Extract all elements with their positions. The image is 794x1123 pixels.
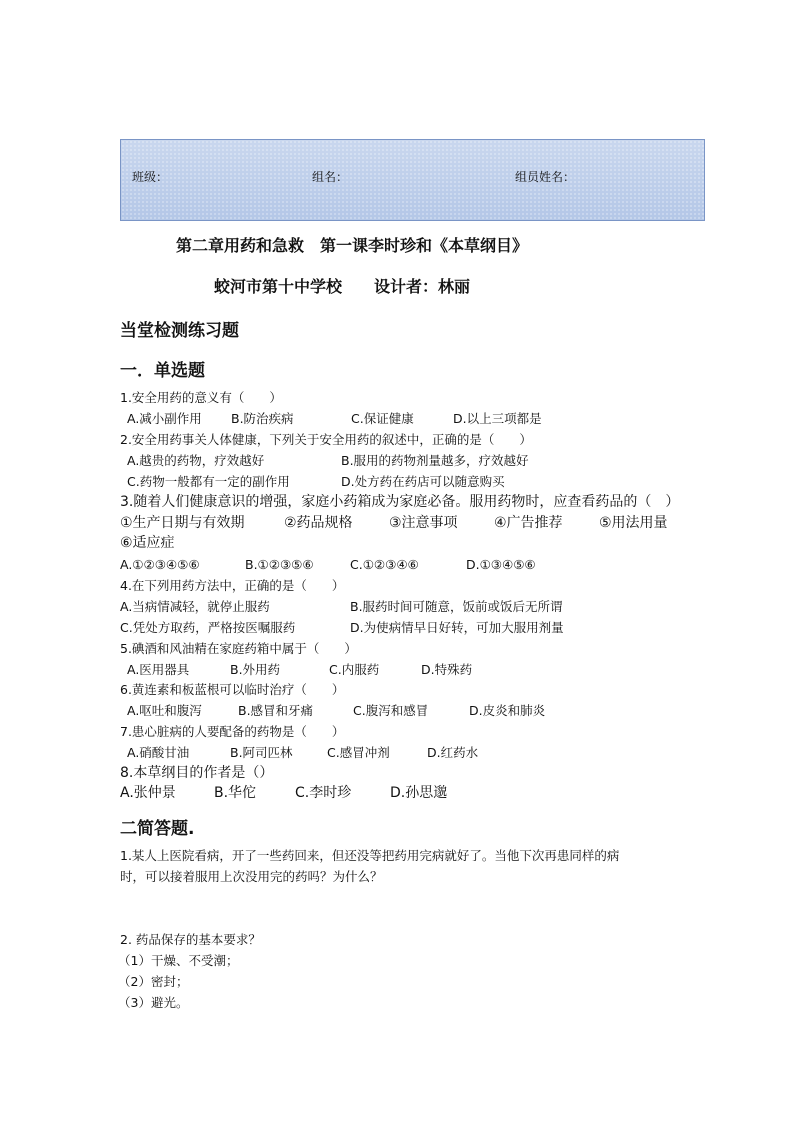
question-2-stem: 2.安全用药事关人体健康，下列关于安全用药的叙述中，正确的是（ ） [120,432,532,447]
q8-option-c: C.李时珍 [295,785,352,801]
q5-option-d: D.特殊药 [421,662,473,677]
question-3-stem: 3.随着人们健康意识的增强，家庭小药箱成为家庭必备。服用药物时，应查看药品的（ ） [120,494,680,510]
short-answer-2-item-1: （1）干燥、不受潮； [118,953,239,968]
q2-option-b: B.服用的药物剂量越多，疗效越好 [341,453,529,468]
q1-option-b: B.防治疾病 [231,411,294,426]
q6-option-a: A.呕吐和腹泻 [127,703,202,718]
q3-option-d: D.①③④⑤⑥ [466,557,536,572]
question-7-stem: 7.患心脏病的人要配备的药物是（ ） [120,724,345,739]
short-answer-2-item-3: （3）避光。 [118,995,189,1010]
question-5-stem: 5.碘酒和风油精在家庭药箱中属于（ ） [120,641,357,656]
student-info-box [120,139,705,221]
class-label: 班级： [132,170,169,184]
q4-option-c: C.凭处方取药，严格按医嘱服药 [120,620,296,635]
q4-option-d: D.为使病情早日好转，可加大服用剂量 [350,620,564,635]
q1-option-d: D.以上三项都是 [453,411,542,426]
q5-option-c: C.内服药 [329,662,380,677]
q4-option-a: A.当病情减轻，就停止服药 [120,599,270,614]
short-answer-2-stem: 2. 药品保存的基本要求？ [120,932,261,947]
question-6-stem: 6.黄连素和板蓝根可以临时治疗（ ） [120,682,345,697]
short-answer-2-item-2: （2）密封； [118,974,189,989]
lesson-title: 第二章用药和急救 第一课李时珍和《本草纲目》 [176,236,529,255]
group-label: 组名： [312,170,349,184]
question-3-item-6: ⑥适应症 [120,535,175,551]
q4-option-b: B.服药时间可随意，饭前或饭后无所谓 [350,599,563,614]
q3-item-3: ③注意事项 [389,515,458,531]
q7-option-a: A.硝酸甘油 [127,745,190,760]
q3-option-a: A.①②③④⑤⑥ [120,557,200,572]
members-label: 组员姓名： [515,170,576,184]
q5-option-b: B.外用药 [230,662,281,677]
section-2-heading: 二简答题. [120,819,195,839]
q8-option-a: A.张仲景 [120,785,176,801]
question-8-stem: 8.本草纲目的作者是（） [120,765,274,781]
lesson-subtitle: 蛟河市第十中学校 设计者：林丽 [214,277,471,296]
q7-option-d: D.红药水 [427,745,479,760]
q7-option-b: B.阿司匹林 [230,745,293,760]
q3-option-c: C.①②③④⑥ [350,557,419,572]
short-answer-1-line-1: 1.某人上医院看病，开了一些药回来，但还没等把药用完病就好了。当他下次再患同样的病 [120,848,620,863]
q6-option-c: C.腹泻和感冒 [353,703,429,718]
q7-option-c: C.感冒冲剂 [327,745,390,760]
q6-option-b: B.感冒和牙痛 [238,703,314,718]
q3-option-b: B.①②③⑤⑥ [245,557,314,572]
q1-option-c: C.保证健康 [351,411,414,426]
q3-item-5: ⑤用法用量 [599,515,668,531]
q6-option-d: D.皮炎和肺炎 [469,703,546,718]
q1-option-a: A.减小副作用 [127,411,202,426]
section-1-heading: 一．单选题 [120,361,205,381]
q8-option-d: D.孙思邈 [390,785,448,801]
question-1-stem: 1.安全用药的意义有（ ） [120,390,282,405]
q5-option-a: A.医用器具 [127,662,190,677]
q2-option-c: C.药物一般都有一定的副作用 [127,474,290,489]
exercise-title: 当堂检测练习题 [120,321,239,341]
q2-option-a: A.越贵的药物，疗效越好 [127,453,265,468]
q3-item-2: ②药品规格 [284,515,353,531]
q8-option-b: B.华佗 [214,785,257,801]
q2-option-d: D.处方药在药店可以随意购买 [341,474,505,489]
short-answer-1-line-2: 时，可以接着服用上次没用完的药吗？为什么？ [120,869,383,884]
question-4-stem: 4.在下列用药方法中，正确的是（ ） [120,578,345,593]
q3-item-4: ④广告推荐 [494,515,563,531]
q3-item-1: ①生产日期与有效期 [120,515,245,531]
